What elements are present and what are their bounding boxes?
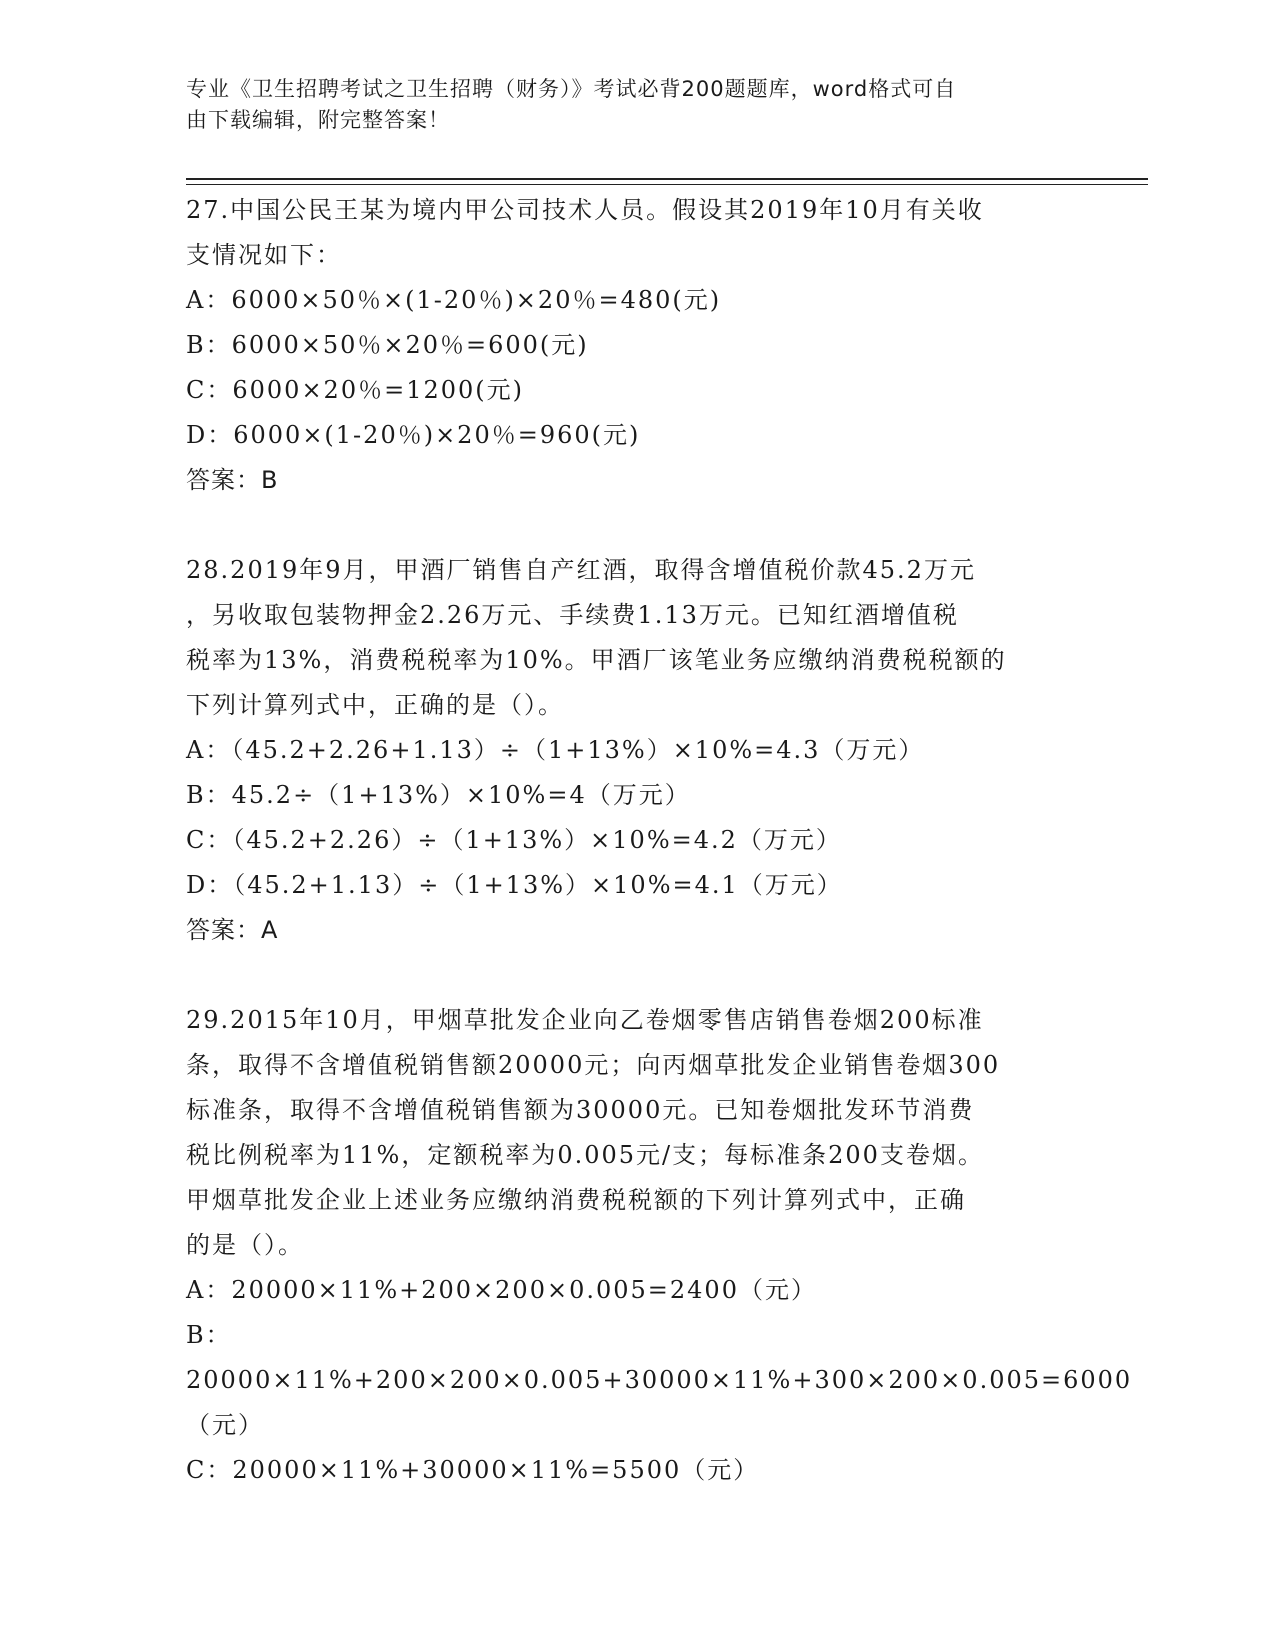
option-b: B：45.2÷（1+13%）×10%=4（万元） <box>186 781 691 809</box>
question-text-line: 28.2019年9月，甲酒厂销售自产红酒，取得含增值税价款45.2万元 <box>186 556 976 584</box>
question-text-line: 标准条，取得不含增值税销售额为30000元。已知卷烟批发环节消费 <box>186 1096 975 1124</box>
option-c: C：20000×11%+30000×11%=5500（元） <box>186 1456 760 1484</box>
option-c: C：（45.2+2.26）÷（1+13%）×10%=4.2（万元） <box>186 826 842 854</box>
header-divider-thin <box>186 184 1148 185</box>
header-line-1: 专业《卫生招聘考试之卫生招聘（财务）》考试必背200题题库，word格式可自 <box>186 77 957 101</box>
question-list <box>186 188 1133 1493</box>
question-text-line: 支情况如下： <box>186 241 342 269</box>
spacer <box>186 503 1086 548</box>
option-b: B：20000×11%+200×200×0.005+30000×11%+300×200×0.005=6000 <box>186 1321 1133 1394</box>
option-a: A：20000×11%+200×200×0.005=2400（元） <box>186 1276 817 1304</box>
question-text-line: 税率为13%，消费税税率为10%。甲酒厂该笔业务应缴纳消费税税额的 <box>186 646 1007 674</box>
option-a: A：6000×50％×(1-20％)×20％=480(元) <box>186 286 722 314</box>
question-text-line: 税比例税率为11%，定额税率为0.005元/支；每标准条200支卷烟。 <box>186 1141 984 1169</box>
question-text-line: ，另收取包装物押金2.26万元、手续费1.13万元。已知红酒增值税 <box>186 601 959 629</box>
option-d: D：6000×(1-20％)×20％=960(元) <box>186 421 641 449</box>
question-text-line: 的是（）。 <box>186 1231 304 1259</box>
question-29 <box>186 998 1133 1493</box>
option-b-continued: （元） <box>186 1411 264 1439</box>
question-27 <box>186 188 1086 503</box>
question-text-line: 下列计算列式中，正确的是（）。 <box>186 691 564 719</box>
answer-label: 答案：B <box>186 466 279 494</box>
question-28 <box>186 548 1086 953</box>
option-a: A：（45.2+2.26+1.13）÷（1+13%）×10%=4.3（万元） <box>186 736 925 764</box>
question-text-line: 29.2015年10月，甲烟草批发企业向乙卷烟零售店销售卷烟200标准 <box>186 1006 984 1034</box>
option-b: B：6000×50％×20％=600(元) <box>186 331 589 359</box>
document-header <box>186 74 1066 136</box>
question-text-line: 27.中国公民王某为境内甲公司技术人员。假设其2019年10月有关收 <box>186 196 984 224</box>
question-text-line: 甲烟草批发企业上述业务应缴纳消费税税额的下列计算列式中，正确 <box>186 1186 966 1214</box>
answer-label: 答案：A <box>186 916 279 944</box>
question-text-line: 条，取得不含增值税销售额20000元；向丙烟草批发企业销售卷烟300 <box>186 1051 1001 1079</box>
spacer <box>186 953 1086 998</box>
header-divider-thick <box>186 178 1148 180</box>
header-line-2: 由下载编辑，附完整答案！ <box>186 108 450 132</box>
option-c: C：6000×20％=1200(元) <box>186 376 525 404</box>
option-d: D：（45.2+1.13）÷（1+13%）×10%=4.1（万元） <box>186 871 843 899</box>
